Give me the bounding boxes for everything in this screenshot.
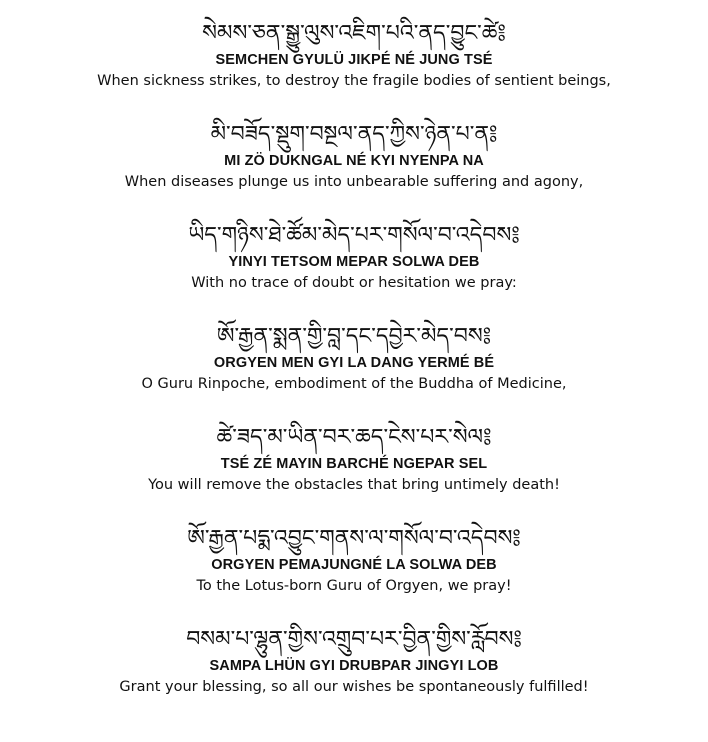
tibetan-line: མི་བཟོད་སྡུག་བསྔལ་ནད་ཀྱིས་ཉེན་པ་ན༔ [210, 122, 498, 147]
phonetic-line: ORGYEN MEN GYI LA DANG YERMÉ BÉ [213, 355, 495, 371]
translation-line: When diseases plunge us into unbearable suffering and agony, [124, 174, 584, 190]
phonetic-line: ORGYEN PEMAJUNGNÉ LA SOLWA DEB [211, 557, 497, 573]
translation-line: When sickness strikes, to destroy the fragile bodies of sentient beings, [97, 73, 611, 89]
verse-2 [0, 119, 708, 220]
phonetic-line: TSÉ ZÉ MAYIN BARCHÉ NGEPAR SEL [220, 456, 488, 472]
phonetic-line: YINYI TETSOM MEPAR SOLWA DEB [228, 254, 480, 270]
translation-line: To the Lotus-born Guru of Orgyen, we pray! [196, 578, 512, 594]
verse-1 [0, 18, 708, 119]
verse-7 [0, 624, 708, 725]
translation-line: With no trace of doubt or hesitation we pray: [191, 275, 517, 291]
tibetan-line: སེམས་ཅན་སྒྱུ་ལུས་འཇིག་པའི་ནད་བྱུང་ཚེ༔ [202, 21, 506, 46]
verse-5 [0, 422, 708, 523]
tibetan-line: ཡིད་གཉིས་ཐེ་ཚོམ་མེད་པར་གསོལ་བ་འདེབས༔ [188, 223, 520, 248]
phonetic-line: SEMCHEN GYULÜ JIKPÉ NÉ JUNG TSÉ [215, 52, 493, 68]
verse-6 [0, 523, 708, 624]
tibetan-line: བསམ་པ་ལྷུན་གྱིས་འགྲུབ་པར་བྱིན་གྱིས་རློབས༔ [186, 627, 522, 652]
tibetan-line: ཚེ་ཟད་མ་ཡིན་བར་ཆད་ངེས་པར་སེལ༔ [216, 425, 492, 450]
translation-line: Grant your blessing, so all our wishes be spontaneously fulfilled! [119, 679, 589, 695]
verse-4 [0, 321, 708, 422]
tibetan-line: ཨོ་རྒྱན་པདྨ་འབྱུང་གནས་ལ་གསོལ་བ་འདེབས༔ [187, 526, 521, 551]
translation-line: O Guru Rinpoche, embodiment of the Buddha of Medicine, [141, 376, 567, 392]
phonetic-line: SAMPA LHÜN GYI DRUBPAR JINGYI LOB [209, 658, 499, 674]
translation-line: You will remove the obstacles that bring untimely death! [148, 477, 560, 493]
phonetic-line: MI ZÖ DUKNGAL NÉ KYI NYENPA NA [224, 153, 484, 169]
verse-3 [0, 220, 708, 321]
tibetan-line: ཨོ་རྒྱན་སྨན་གྱི་བླ་དང་དབྱེར་མེད་བས༔ [216, 324, 492, 349]
